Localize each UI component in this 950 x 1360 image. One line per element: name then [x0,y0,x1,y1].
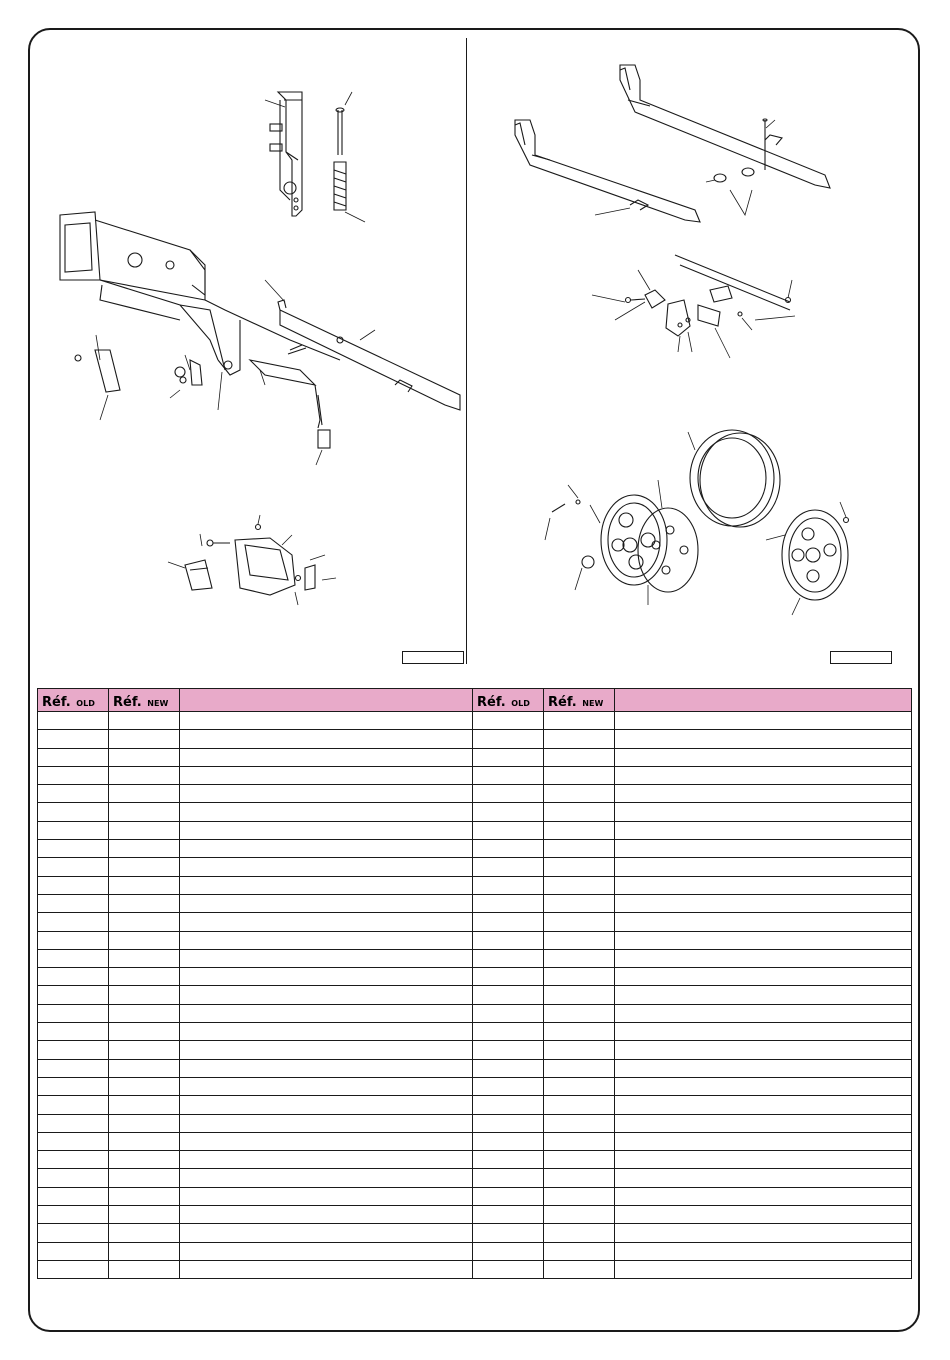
table-cell [615,986,912,1004]
right-figure-label-box [830,651,892,664]
table-cell [38,1077,109,1095]
table-cell [615,1023,912,1041]
table-cell [544,968,615,986]
table-cell [544,1041,615,1059]
table-cell [109,1224,180,1242]
table-row [38,1169,912,1187]
table-cell [38,1096,109,1114]
table-cell [473,986,544,1004]
table-cell [473,1187,544,1205]
table-cell [180,1004,473,1022]
table-cell [109,730,180,748]
table-cell [109,876,180,894]
table-cell [615,1077,912,1095]
table-cell [473,803,544,821]
table-cell [109,968,180,986]
table-cell [615,730,912,748]
table-cell [109,1077,180,1095]
table-cell [109,766,180,784]
table-cell [38,1023,109,1041]
table-cell [544,803,615,821]
table-cell [615,876,912,894]
table-cell [38,821,109,839]
table-cell [180,1224,473,1242]
table-cell [38,1187,109,1205]
table-cell [544,1260,615,1278]
table-cell [109,1187,180,1205]
table-cell [615,1151,912,1169]
table-cell [180,931,473,949]
table-cell [38,913,109,931]
table-cell [473,913,544,931]
table-cell [544,1224,615,1242]
table-cell [615,785,912,803]
table-cell [544,1187,615,1205]
table-cell [180,1041,473,1059]
table-cell [109,1151,180,1169]
table-cell [109,1041,180,1059]
table-cell [473,858,544,876]
parts-table [37,688,912,1279]
table-cell [109,840,180,858]
table-cell [615,1114,912,1132]
table-cell [38,1206,109,1224]
table-row [38,858,912,876]
table-row [38,1077,912,1095]
bracket-assembly-part [626,255,791,336]
table-cell [38,1041,109,1059]
table-row [38,1004,912,1022]
table-cell [544,748,615,766]
table-cell [38,748,109,766]
table-cell [473,1151,544,1169]
table-cell [109,1059,180,1077]
table-row [38,1096,912,1114]
table-cell [615,931,912,949]
table-cell [180,785,473,803]
table-cell [544,1059,615,1077]
table-cell [473,730,544,748]
table-cell [180,949,473,967]
left-figure-label-box [402,651,464,664]
left-exploded-diagram [40,40,465,660]
table-cell [180,1169,473,1187]
table-cell [180,821,473,839]
table-cell [109,785,180,803]
table-cell [38,1260,109,1278]
table-cell [473,1077,544,1095]
table-cell [473,894,544,912]
header-description-left [180,689,473,712]
table-cell [180,712,473,730]
table-cell [109,986,180,1004]
table-cell [180,748,473,766]
table-cell [544,1004,615,1022]
table-row [38,949,912,967]
table-cell [38,785,109,803]
table-row [38,1114,912,1132]
table-cell [615,894,912,912]
table-cell [544,949,615,967]
table-cell [38,840,109,858]
table-cell [544,712,615,730]
table-cell [180,840,473,858]
axle-bar-part [278,300,460,410]
table-row [38,730,912,748]
table-cell [38,1151,109,1169]
parts-table-body [38,712,912,1279]
table-cell [109,1242,180,1260]
table-cell [180,1151,473,1169]
table-row [38,931,912,949]
table-cell [473,949,544,967]
table-cell [180,1114,473,1132]
table-cell [544,1132,615,1150]
table-cell [109,1132,180,1150]
table-row [38,986,912,1004]
table-cell [473,1004,544,1022]
table-cell [473,1260,544,1278]
table-cell [615,712,912,730]
table-cell [544,785,615,803]
table-cell [38,1059,109,1077]
table-cell [615,1041,912,1059]
table-cell [180,986,473,1004]
table-row [38,1023,912,1041]
table-cell [180,1187,473,1205]
table-cell [180,1077,473,1095]
table-cell [180,730,473,748]
table-cell [615,803,912,821]
table-row [38,1132,912,1150]
table-row [38,748,912,766]
table-cell [473,821,544,839]
vertical-bracket-part [270,92,302,216]
table-row [38,1260,912,1278]
table-row [38,1151,912,1169]
header-ref-old-right: Réf. OLD [473,689,544,712]
table-cell [544,894,615,912]
table-cell [180,766,473,784]
table-row [38,968,912,986]
tire-part [690,430,780,527]
header-description-right [615,689,912,712]
table-cell [544,876,615,894]
table-cell [615,766,912,784]
panel-divider [466,38,467,664]
long-bolt-part [336,108,344,155]
table-cell [180,1242,473,1260]
table-cell [473,840,544,858]
header-ref-new-right: Réf. NEW [544,689,615,712]
table-cell [544,986,615,1004]
table-row [38,1187,912,1205]
table-cell [615,1132,912,1150]
table-cell [473,1059,544,1077]
table-cell [544,1096,615,1114]
table-cell [38,1242,109,1260]
table-row [38,913,912,931]
header-ref-old-left: Réf. OLD [38,689,109,712]
table-cell [109,1096,180,1114]
table-row [38,1224,912,1242]
table-row [38,821,912,839]
table-row [38,712,912,730]
table-cell [473,931,544,949]
table-cell [109,748,180,766]
table-cell [473,1224,544,1242]
table-cell [615,949,912,967]
table-cell [109,1206,180,1224]
table-cell [38,1132,109,1150]
table-cell [109,712,180,730]
table-cell [109,803,180,821]
table-cell [473,1169,544,1187]
table-cell [180,803,473,821]
table-cell [180,1023,473,1041]
table-cell [615,1260,912,1278]
table-cell [473,968,544,986]
table-cell [109,1023,180,1041]
table-cell [473,1132,544,1150]
rear-bar-part [620,65,830,188]
table-row [38,894,912,912]
table-cell [615,840,912,858]
table-cell [180,1059,473,1077]
table-cell [180,1096,473,1114]
table-cell [38,1169,109,1187]
table-cell [544,913,615,931]
table-cell [38,876,109,894]
table-cell [544,821,615,839]
table-cell [38,803,109,821]
table-cell [473,785,544,803]
table-cell [38,1004,109,1022]
table-cell [615,821,912,839]
table-cell [180,894,473,912]
table-row [38,876,912,894]
table-cell [38,931,109,949]
table-cell [615,858,912,876]
table-cell [109,1260,180,1278]
table-cell [109,949,180,967]
table-cell [38,730,109,748]
left-bar-part [75,350,120,392]
table-cell [180,1206,473,1224]
table-cell [180,876,473,894]
table-cell [38,968,109,986]
table-cell [544,1023,615,1041]
table-cell [615,1169,912,1187]
table-cell [109,1114,180,1132]
table-cell [109,858,180,876]
table-cell [473,1096,544,1114]
table-cell [180,913,473,931]
table-cell [109,1004,180,1022]
table-cell [615,1242,912,1260]
wheel-rim-left-part [601,495,667,585]
scraper-assembly-part [185,525,315,596]
table-cell [473,1114,544,1132]
table-row [38,785,912,803]
table-cell [473,748,544,766]
wheel-disc-part [638,508,698,592]
table-cell [473,712,544,730]
table-cell [38,1224,109,1242]
table-cell [544,766,615,784]
table-cell [38,894,109,912]
table-cell [544,1151,615,1169]
table-cell [180,858,473,876]
lever-part [250,360,330,448]
table-cell [38,986,109,1004]
table-cell [38,766,109,784]
table-row [38,1242,912,1260]
table-cell [544,1114,615,1132]
table-cell [544,1077,615,1095]
table-cell [615,748,912,766]
table-row [38,1041,912,1059]
table-cell [473,766,544,784]
table-row [38,1059,912,1077]
table-cell [615,1224,912,1242]
table-cell [473,1242,544,1260]
table-cell [180,968,473,986]
spring-part [334,162,346,210]
table-cell [109,821,180,839]
table-cell [615,1096,912,1114]
table-row [38,766,912,784]
table-cell [615,1059,912,1077]
table-cell [615,1206,912,1224]
table-cell [109,1169,180,1187]
table-cell [544,1169,615,1187]
table-cell [544,858,615,876]
table-cell [544,730,615,748]
front-bar-part [515,120,700,222]
table-row [38,1206,912,1224]
table-cell [544,1206,615,1224]
table-cell [615,1004,912,1022]
table-cell [615,913,912,931]
table-cell [473,1041,544,1059]
table-cell [180,1132,473,1150]
table-cell [615,968,912,986]
table-cell [544,1242,615,1260]
table-cell [109,931,180,949]
table-cell [473,876,544,894]
table-cell [38,858,109,876]
table-cell [109,913,180,931]
table-row [38,840,912,858]
table-cell [473,1206,544,1224]
table-row [38,803,912,821]
wheel-rim-right-part [782,510,848,600]
table-cell [38,712,109,730]
table-cell [473,1023,544,1041]
table-cell [180,1260,473,1278]
table-cell [38,1114,109,1132]
table-cell [615,1187,912,1205]
table-cell [38,949,109,967]
header-ref-new-left: Réf. NEW [109,689,180,712]
table-cell [544,931,615,949]
right-exploded-diagram [470,40,910,660]
table-header-row [38,689,912,712]
table-cell [544,840,615,858]
table-cell [109,894,180,912]
